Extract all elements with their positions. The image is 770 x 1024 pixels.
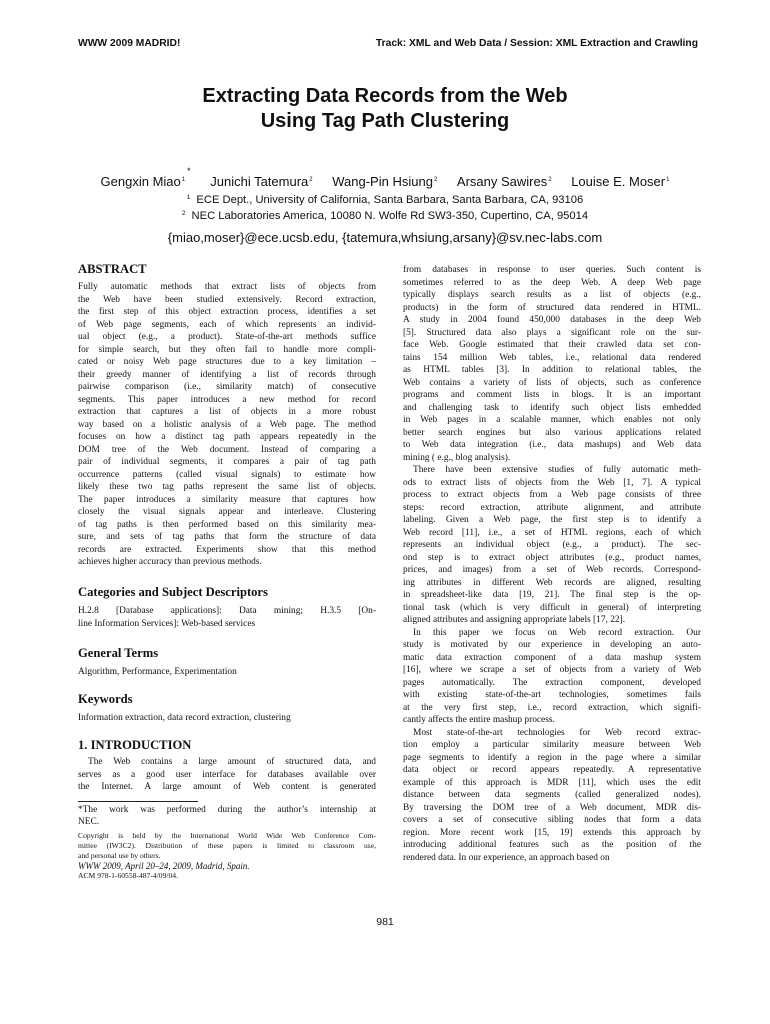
text-line: tional task (which is very difficult in general) of interpreting bbox=[403, 602, 701, 613]
text-line: region. More recent work [15, 19] extends this approach by bbox=[403, 827, 701, 838]
footnote bbox=[78, 804, 376, 828]
text-line: example of this approach is MDR [11], which uses the edit bbox=[403, 777, 701, 788]
text-line: products) in the form of structured data rendered in HTML. bbox=[403, 302, 701, 313]
text-line: process to extract objects from a Web page consists of three bbox=[403, 490, 701, 500]
text-line: ual object (e.g., a product). State-of-the-art methods suffice bbox=[78, 332, 376, 342]
running-header bbox=[78, 38, 698, 52]
text-line: [16], where we scrape a set of objects from a variety of Web bbox=[403, 665, 701, 675]
text-line: way based on a holistic analysis of a Web page. The method bbox=[78, 419, 376, 430]
footnote-line: NEC. bbox=[78, 817, 100, 827]
text-line: as HTML tables [3]. In addition to relational tables, the bbox=[403, 365, 701, 375]
text-line: to Web data integration (i.e., data mashups) and Web data bbox=[403, 440, 701, 450]
text-line: the Web have been studied extensively. Record extraction, bbox=[78, 294, 376, 305]
text-line: The paper introduces a similarity measure that captures how bbox=[78, 494, 376, 505]
keywords-body: Information extraction, data record extraction, clustering bbox=[78, 713, 291, 723]
text-line: DOM tree of the Web document. Instead of comparing a bbox=[78, 444, 376, 455]
intro-line: the Internet. A large amount of Web content is generated bbox=[78, 782, 376, 792]
intro-line: serves as a good user interface for databases available over bbox=[78, 769, 376, 780]
text-line: tains 154 million Web tables, i.e., relational data rendered bbox=[403, 352, 701, 363]
author-5: Louise E. Moser$^1$ bbox=[571, 174, 670, 189]
text-line: pages automatically. The extraction component, developed bbox=[403, 677, 701, 688]
text-line: By traversing the DOM tree of a Web document, MDR dis- bbox=[403, 802, 701, 813]
text-line: Web record [11], i.e., a set of HTML regions, each of which bbox=[403, 527, 701, 538]
author-emails: {miao,moser}@ece.ucsb.edu, {tatemura,whsiung,arsany}@sv.nec-labs.com bbox=[167, 230, 603, 245]
copyright-line: mittee (IW3C2). Distribution of these papers is limited to classroom use, bbox=[78, 841, 376, 850]
author-list bbox=[0, 166, 770, 189]
text-line: prices, and images) from a set of Web records. Correspond- bbox=[403, 565, 701, 575]
text-line: data object or record appears repeatedly. A representative bbox=[403, 765, 701, 775]
affiliation-1: $^1$ ECE Dept., University of California, Santa Barbara, Santa Barbara, CA, 93106 bbox=[186, 194, 584, 206]
header-conference: WWW 2009 MADRID! bbox=[78, 38, 181, 49]
text-line: segments. This paper introduces a new method for record bbox=[78, 394, 376, 405]
text-line: matic data extraction component of a data mashup system bbox=[403, 652, 701, 663]
footnote-line: *The work was performed during the author’s internship at bbox=[78, 805, 376, 815]
text-line: Most state-of-the-art technologies for Web record extrac- bbox=[413, 727, 701, 738]
text-line: cated or noisy Web page structures due to a key limitation – bbox=[78, 357, 376, 367]
author-footnote-mark: * bbox=[187, 166, 191, 176]
copyright-notice bbox=[78, 831, 376, 881]
categories-line-1: H.2.8 [Database applications]: Data mining; H.3.5 [On- bbox=[78, 606, 376, 616]
introduction-body bbox=[78, 756, 376, 794]
text-line: Fully automatic methods that extract lists of objects from bbox=[78, 282, 376, 292]
text-line: with existing state-of-the-art technologies, sometimes fails bbox=[403, 690, 701, 700]
text-line: for simple search, but they often fail to handle more compli- bbox=[78, 344, 376, 355]
text-line: rendered data. In our experience, an approach based on bbox=[403, 852, 610, 863]
text-line: occurrence patterns (called visual signals) to estimate how bbox=[78, 469, 376, 480]
author-3: Wang-Pin Hsiung$^2$ bbox=[332, 174, 438, 189]
text-line: pairwise comparison (i.e., similarity match) of consecutive bbox=[78, 382, 376, 392]
text-line: A study in 2004 found 450,000 databases in the deep Web bbox=[403, 315, 701, 325]
copyright-line: Copyright is held by the International World Wide Web Conference Com- bbox=[78, 831, 376, 840]
general-terms-heading: General Terms bbox=[78, 646, 159, 660]
text-line: from databases in response to user queries. Such content is bbox=[403, 265, 701, 275]
text-line: achieves higher accuracy than previous methods. bbox=[78, 557, 262, 567]
isbn-line: ACM 978-1-60558-487-4/09/04. bbox=[78, 871, 178, 880]
text-line: typically displays search results as a list of objects (e.g., bbox=[403, 290, 701, 300]
categories-body bbox=[78, 605, 376, 630]
text-line: labeling. Given a Web page, the first step is to identify a bbox=[403, 515, 701, 525]
title-line-1: Extracting Data Records from the Web bbox=[202, 85, 568, 107]
author-1: Gengxin Miao$^{1*}$ bbox=[100, 166, 191, 189]
categories-heading: Categories and Subject Descriptors bbox=[78, 585, 268, 599]
text-line: ond step is to extract object attributes (e.g., product names, bbox=[403, 552, 701, 563]
text-line: in Web pages in a scalable manner, which enables not only bbox=[403, 415, 701, 425]
text-line: their greedy manner of identifying a list of records through bbox=[78, 369, 376, 380]
text-line: ods to extract lists of objects from the Web [1, 7]. A typical bbox=[403, 477, 701, 488]
text-line: face Web. Google estimated that their crawled data set con- bbox=[403, 340, 701, 350]
text-line: study is motivated by our experience in developing an auto- bbox=[403, 640, 701, 650]
text-line: distance between data segments (called generalized nodes). bbox=[403, 790, 701, 800]
text-line: represents an individual object (e.g., a product). The sec- bbox=[403, 540, 701, 550]
text-line: focuses on how a distinct tag path appears repeatedly in the bbox=[78, 432, 376, 442]
text-line: and challenging task to identify such object lists embedded bbox=[403, 402, 701, 413]
author-4: Arsany Sawires$^2$ bbox=[456, 174, 552, 189]
text-line: sometimes referred to as the deep Web. A deep Web page bbox=[403, 277, 701, 288]
text-line: covers a set of consecutive sibling nodes that form a data bbox=[403, 815, 701, 825]
text-line: sure, and sets of tag paths that form the structure of data bbox=[78, 532, 376, 542]
text-line: steps: record extraction, attribute alignment, and attribute bbox=[403, 502, 701, 513]
text-line: of tag paths is then performed based on this similarity mea- bbox=[78, 519, 376, 530]
copyright-line: and personal use by others. bbox=[78, 851, 161, 860]
text-line: ing attributes in different Web records are aligned, resulting bbox=[403, 577, 701, 588]
text-line: closely the visual signals appear and interleave. Clustering bbox=[78, 507, 376, 517]
text-line: Web contains a variety of lists of objects, such as conference bbox=[403, 377, 701, 388]
text-line: in spreadsheet-like data [19, 21]. The final step is the op- bbox=[403, 590, 701, 600]
abstract-heading: ABSTRACT bbox=[78, 262, 147, 276]
header-track: Track: XML and Web Data / Session: XML Extraction and Crawling bbox=[375, 38, 698, 49]
text-line: [5]. Structured data also plays a significant role on the sur- bbox=[403, 327, 701, 338]
right-column-body bbox=[403, 264, 701, 864]
footnote-rule bbox=[78, 801, 198, 802]
text-line: programs and comment lists in blogs. It is an important bbox=[403, 390, 701, 400]
title-line-2: Using Tag Path Clustering bbox=[260, 110, 510, 132]
text-line: page segments to identify a region in the page where a similar bbox=[403, 752, 701, 763]
page-number: 981 bbox=[376, 916, 394, 928]
text-line: cantly affects the entire mashup process. bbox=[403, 715, 555, 725]
introduction-heading: 1. INTRODUCTION bbox=[78, 738, 192, 752]
text-line: pair of individual segments, it compares a pair of tag path bbox=[78, 457, 376, 467]
text-line: at the very first step, i.e., record extraction, which signifi- bbox=[403, 702, 701, 713]
intro-line: The Web contains a large amount of structured data, and bbox=[88, 757, 376, 767]
text-line: In this paper we focus on Web record extraction. Our bbox=[413, 627, 701, 638]
text-line: aligned attributes and assigning appropriate labels [17, 22]. bbox=[403, 615, 626, 625]
text-line: extraction that captures a list of objects in a more robust bbox=[78, 407, 376, 417]
text-line: mining ( e.g., blog analysis). bbox=[403, 452, 511, 463]
keywords-heading: Keywords bbox=[78, 692, 133, 706]
categories-line-2: line Information Services]: Web-based services bbox=[78, 618, 256, 629]
paper-title bbox=[0, 84, 770, 134]
text-line: introducing additional features such as the position of the bbox=[403, 840, 701, 850]
text-line: records are extracted. Experiments show that this method bbox=[78, 544, 376, 555]
conference-line: WWW 2009, April 20–24, 2009, Madrid, Spain. bbox=[78, 861, 250, 871]
general-terms-body: Algorithm, Performance, Experimentation bbox=[78, 667, 237, 677]
abstract-body bbox=[78, 281, 376, 569]
text-line: of Web page segments, each of which represents an individ- bbox=[78, 319, 376, 330]
text-line: tion employ a particular similarity measure between Web bbox=[403, 740, 701, 750]
text-line: the first step of this object extraction process, identifies a set bbox=[78, 307, 376, 317]
affiliation-2: $^2$ NEC Laboratories America, 10080 N. Wolfe Rd SW3-350, Cupertino, CA, 95014 bbox=[181, 210, 589, 222]
text-line: likely these two tag paths represent the same list of objects. bbox=[78, 482, 376, 492]
text-line: better search engines but also various applications related bbox=[403, 427, 701, 438]
text-line: There have been extensive studies of fully automatic meth- bbox=[413, 465, 701, 475]
author-2: Junichi Tatemura$^2$ bbox=[210, 174, 313, 189]
